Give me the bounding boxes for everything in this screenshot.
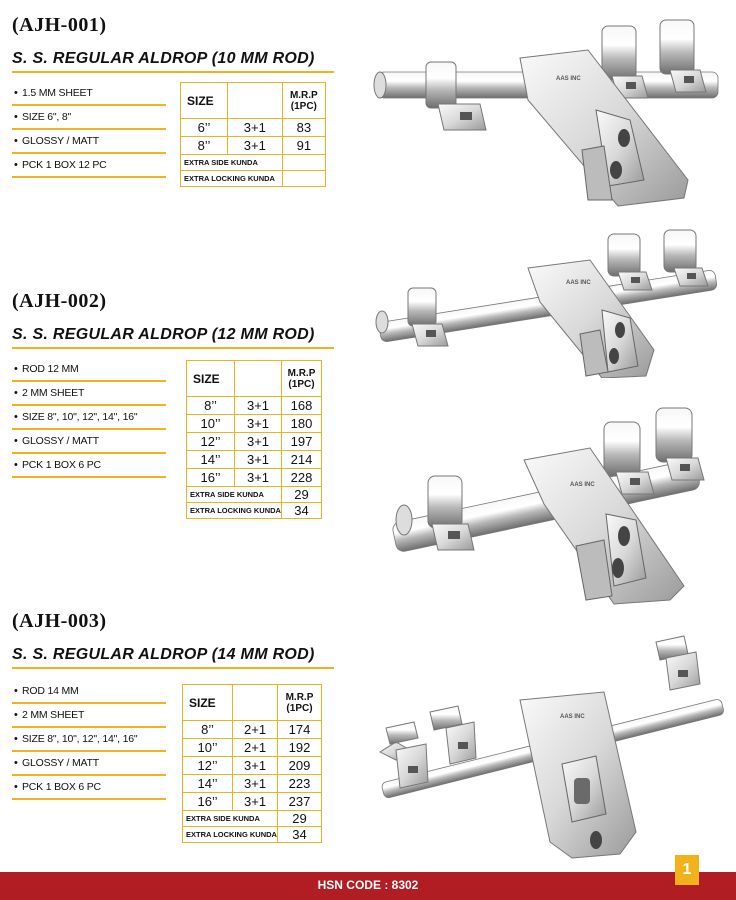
extra-side-row: EXTRA SIDE KUNDA 29 (183, 811, 322, 827)
qty-header (233, 685, 278, 721)
spec-item: • GLOSSY / MATT (12, 430, 166, 454)
spec-item: • SIZE 8", 10", 12", 14", 16" (12, 406, 166, 430)
mrp-header: M.R.P (1PC) (282, 83, 325, 119)
table-row: 8’’ 2+1 174 (183, 721, 322, 739)
spec-item: • GLOSSY / MATT (12, 752, 166, 776)
table-row: 12’’ 3+1 197 (187, 433, 322, 451)
product-title: S. S. REGULAR ALDROP (14 MM ROD) (12, 646, 315, 663)
product-code: (AJH-001) (12, 14, 107, 36)
brand-mark: AAS INC (556, 76, 581, 82)
spec-list (12, 358, 166, 478)
qty-header (227, 83, 282, 119)
table-row: 14’’ 3+1 223 (183, 775, 322, 793)
spec-item: • 1.5 MM SHEET (12, 82, 166, 106)
mrp-header: M.R.P (1PC) (281, 361, 321, 397)
product-title: S. S. REGULAR ALDROP (12 MM ROD) (12, 326, 315, 343)
spec-item: • GLOSSY / MATT (12, 130, 166, 154)
product-code: (AJH-003) (12, 610, 107, 632)
table-row: 8’’ 3+1 91 (181, 137, 326, 155)
extra-side-row: EXTRA SIDE KUNDA (181, 155, 326, 171)
hsn-code: HSN CODE : 8302 (317, 878, 419, 892)
spec-item: • 2 MM SHEET (12, 382, 166, 406)
spec-item: • 2 MM SHEET (12, 704, 166, 728)
spec-item: • PCK 1 BOX 6 PC (12, 454, 166, 478)
spec-list (12, 82, 166, 178)
aldrop-image-1 (368, 10, 734, 210)
table-row: 10’’ 3+1 180 (187, 415, 322, 433)
product-title: S. S. REGULAR ALDROP (10 MM ROD) (12, 50, 315, 67)
table-row: 6’’ 3+1 83 (181, 119, 326, 137)
table-row: 10’’ 2+1 192 (183, 739, 322, 757)
table-row: 8’’ 3+1 168 (187, 397, 322, 415)
brand-mark: AAS INC (560, 714, 585, 720)
title-underline (12, 667, 334, 669)
aldrop-image-2a (368, 226, 734, 378)
footer-bar (0, 872, 736, 900)
price-table (186, 360, 322, 519)
spec-item: • SIZE 8", 10", 12", 14", 16" (12, 728, 166, 752)
table-row: 14’’ 3+1 214 (187, 451, 322, 469)
price-table (182, 684, 322, 843)
size-header: SIZE (183, 685, 233, 721)
brand-mark: AAS INC (570, 482, 595, 488)
price-table (180, 82, 326, 187)
extra-lock-row: EXTRA LOCKING KUNDA 34 (183, 827, 322, 843)
brand-mark: AAS INC (566, 280, 591, 286)
table-row: 16’’ 3+1 228 (187, 469, 322, 487)
table-row: 16’’ 3+1 237 (183, 793, 322, 811)
extra-side-row: EXTRA SIDE KUNDA 29 (187, 487, 322, 503)
spec-item: • PCK 1 BOX 12 PC (12, 154, 166, 178)
page-number: 1 (675, 855, 699, 885)
extra-lock-row: EXTRA LOCKING KUNDA 34 (187, 503, 322, 519)
spec-item: • PCK 1 BOX 6 PC (12, 776, 166, 800)
spec-item: • SIZE 6", 8" (12, 106, 166, 130)
aldrop-image-2b (380, 400, 736, 606)
spec-item: • ROD 14 MM (12, 680, 166, 704)
qty-header (235, 361, 282, 397)
title-underline (12, 347, 334, 349)
spec-item: • ROD 12 MM (12, 358, 166, 382)
aldrop-image-3 (366, 632, 736, 868)
size-header: SIZE (181, 83, 228, 119)
product-code: (AJH-002) (12, 290, 107, 312)
extra-lock-row: EXTRA LOCKING KUNDA (181, 171, 326, 187)
title-underline (12, 71, 334, 73)
spec-list (12, 680, 166, 800)
table-row: 12’’ 3+1 209 (183, 757, 322, 775)
mrp-header: M.R.P (1PC) (277, 685, 321, 721)
size-header: SIZE (187, 361, 235, 397)
